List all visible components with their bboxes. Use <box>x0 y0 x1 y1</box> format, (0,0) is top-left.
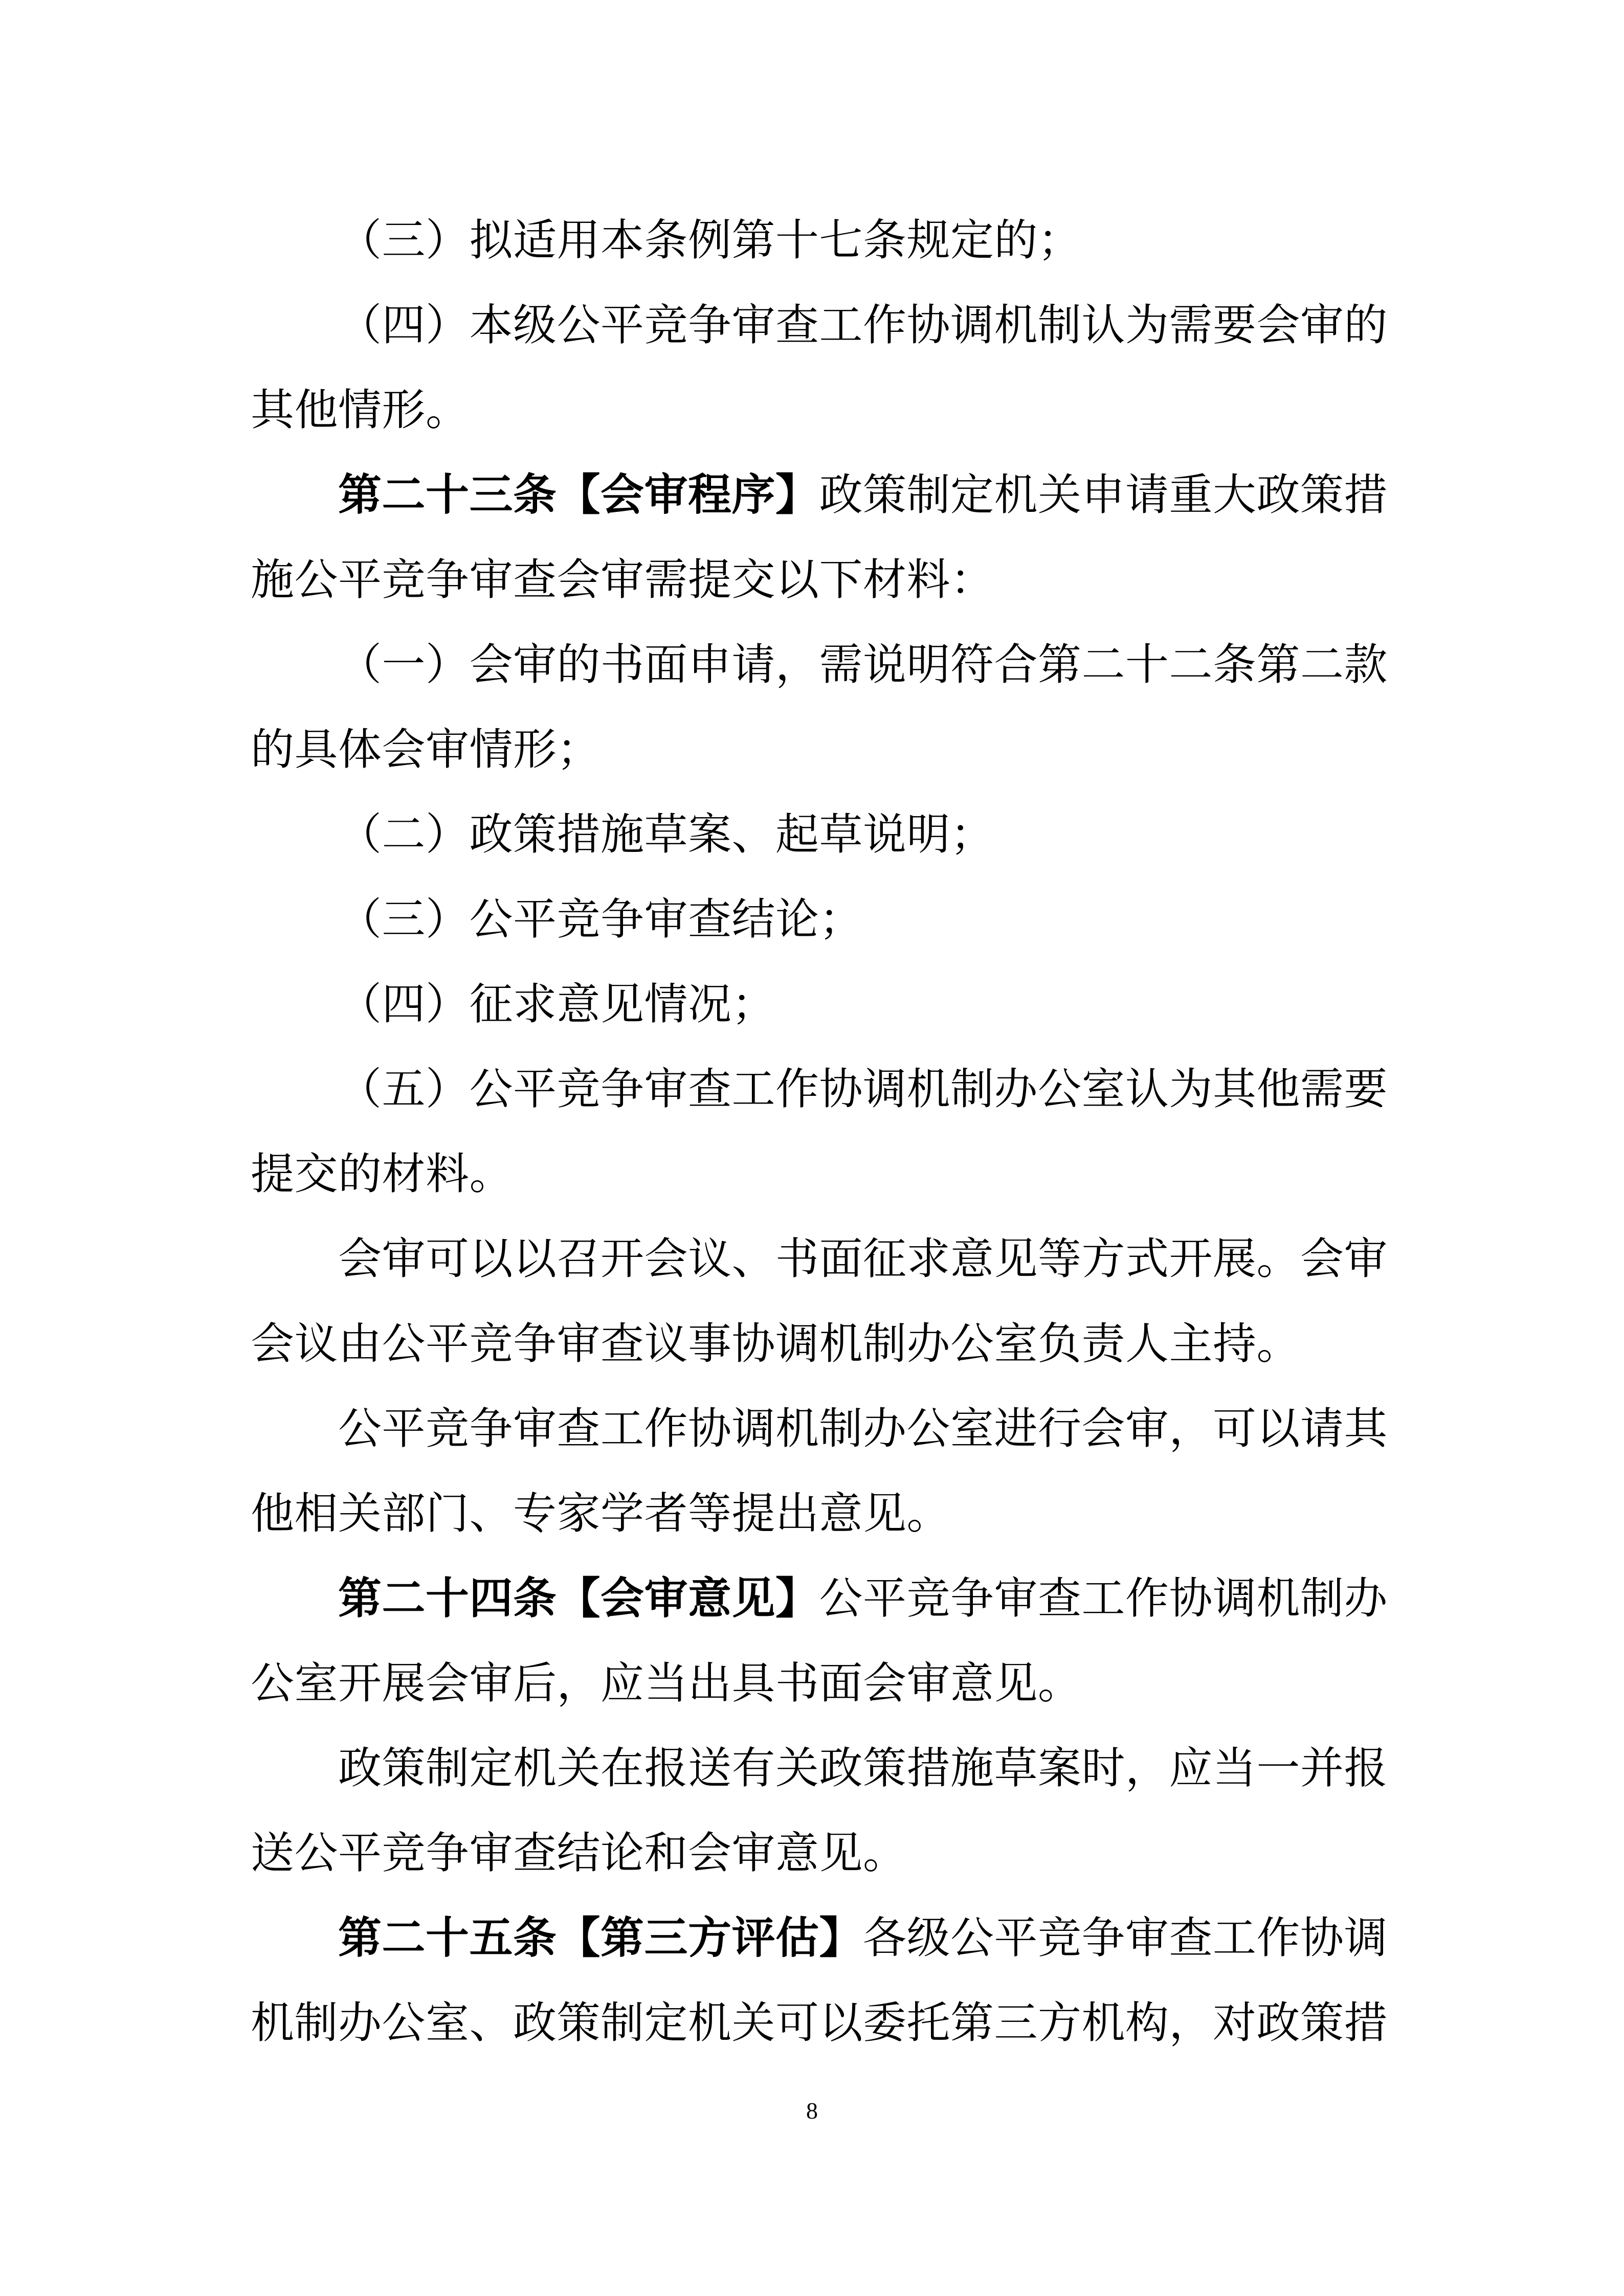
line-text: 施公平竞争审查会审需提交以下材料： <box>251 556 994 604</box>
line-text: 政策制定机关申请重大政策措 <box>819 471 1388 520</box>
text-line <box>251 1387 1391 1472</box>
document-text-block <box>251 198 1391 2066</box>
text-line <box>251 877 1391 962</box>
text-line <box>251 453 1391 538</box>
text-line <box>251 962 1391 1047</box>
line-text: 提交的材料。 <box>251 1151 514 1199</box>
text-line <box>251 1217 1391 1302</box>
text-line <box>251 283 1391 368</box>
text-line <box>251 793 1391 877</box>
line-text: （四）征求意见情况； <box>338 981 776 1029</box>
line-text: 会议由公平竞争审查议事协调机制办公室负责人主持。 <box>251 1320 1301 1368</box>
text-line <box>251 368 1391 453</box>
line-text: （三）拟适用本条例第十七条规定的； <box>338 217 1082 265</box>
line-text: 各级公平竞争审查工作协调 <box>863 1915 1388 1963</box>
line-text: （五）公平竞争审查工作协调机制办公室认为其他需要 <box>338 1066 1388 1114</box>
line-text: 送公平竞争审查结论和会审意见。 <box>251 1830 907 1878</box>
text-line <box>251 1641 1391 1726</box>
line-text: 公平竞争审查工作协调机制办 <box>819 1575 1388 1623</box>
line-text: 政策制定机关在报送有关政策措施草案时，应当一并报 <box>338 1745 1388 1793</box>
line-text: （四）本级公平竞争审查工作协调机制认为需要会审的 <box>338 302 1388 350</box>
article-heading: 第二十三条【会审程序】 <box>338 471 819 520</box>
line-text: 公室开展会审后，应当出具书面会审意见。 <box>251 1660 1082 1708</box>
text-line <box>251 1472 1391 1557</box>
text-line <box>251 538 1391 623</box>
line-text: 的具体会审情形； <box>251 726 601 774</box>
article-heading: 第二十五条【第三方评估】 <box>338 1915 863 1963</box>
line-text: （一）会审的书面申请，需说明符合第二十二条第二款 <box>338 641 1388 689</box>
line-text: （二）政策措施草案、起草说明； <box>338 811 994 859</box>
text-line <box>251 1811 1391 1896</box>
text-line <box>251 1896 1391 1981</box>
text-line <box>251 1047 1391 1132</box>
page-number: 8 <box>806 2098 818 2124</box>
line-text: 其他情形。 <box>251 387 470 435</box>
text-line <box>251 1557 1391 1641</box>
text-line <box>251 708 1391 793</box>
text-line <box>251 1132 1391 1217</box>
text-line <box>251 1302 1391 1387</box>
text-line <box>251 1981 1391 2066</box>
line-text: 公平竞争审查工作协调机制办公室进行会审，可以请其 <box>338 1405 1388 1453</box>
text-line <box>251 198 1391 283</box>
line-text: 机制办公室、政策制定机关可以委托第三方机构，对政策措 <box>251 1999 1388 2047</box>
line-text: 他相关部门、专家学者等提出意见。 <box>251 1490 951 1538</box>
line-text: （三）公平竞争审查结论； <box>338 896 863 944</box>
article-heading: 第二十四条【会审意见】 <box>338 1575 819 1623</box>
line-text: 会审可以以召开会议、书面征求意见等方式开展。会审 <box>338 1235 1388 1284</box>
text-line <box>251 1726 1391 1811</box>
text-line <box>251 623 1391 708</box>
